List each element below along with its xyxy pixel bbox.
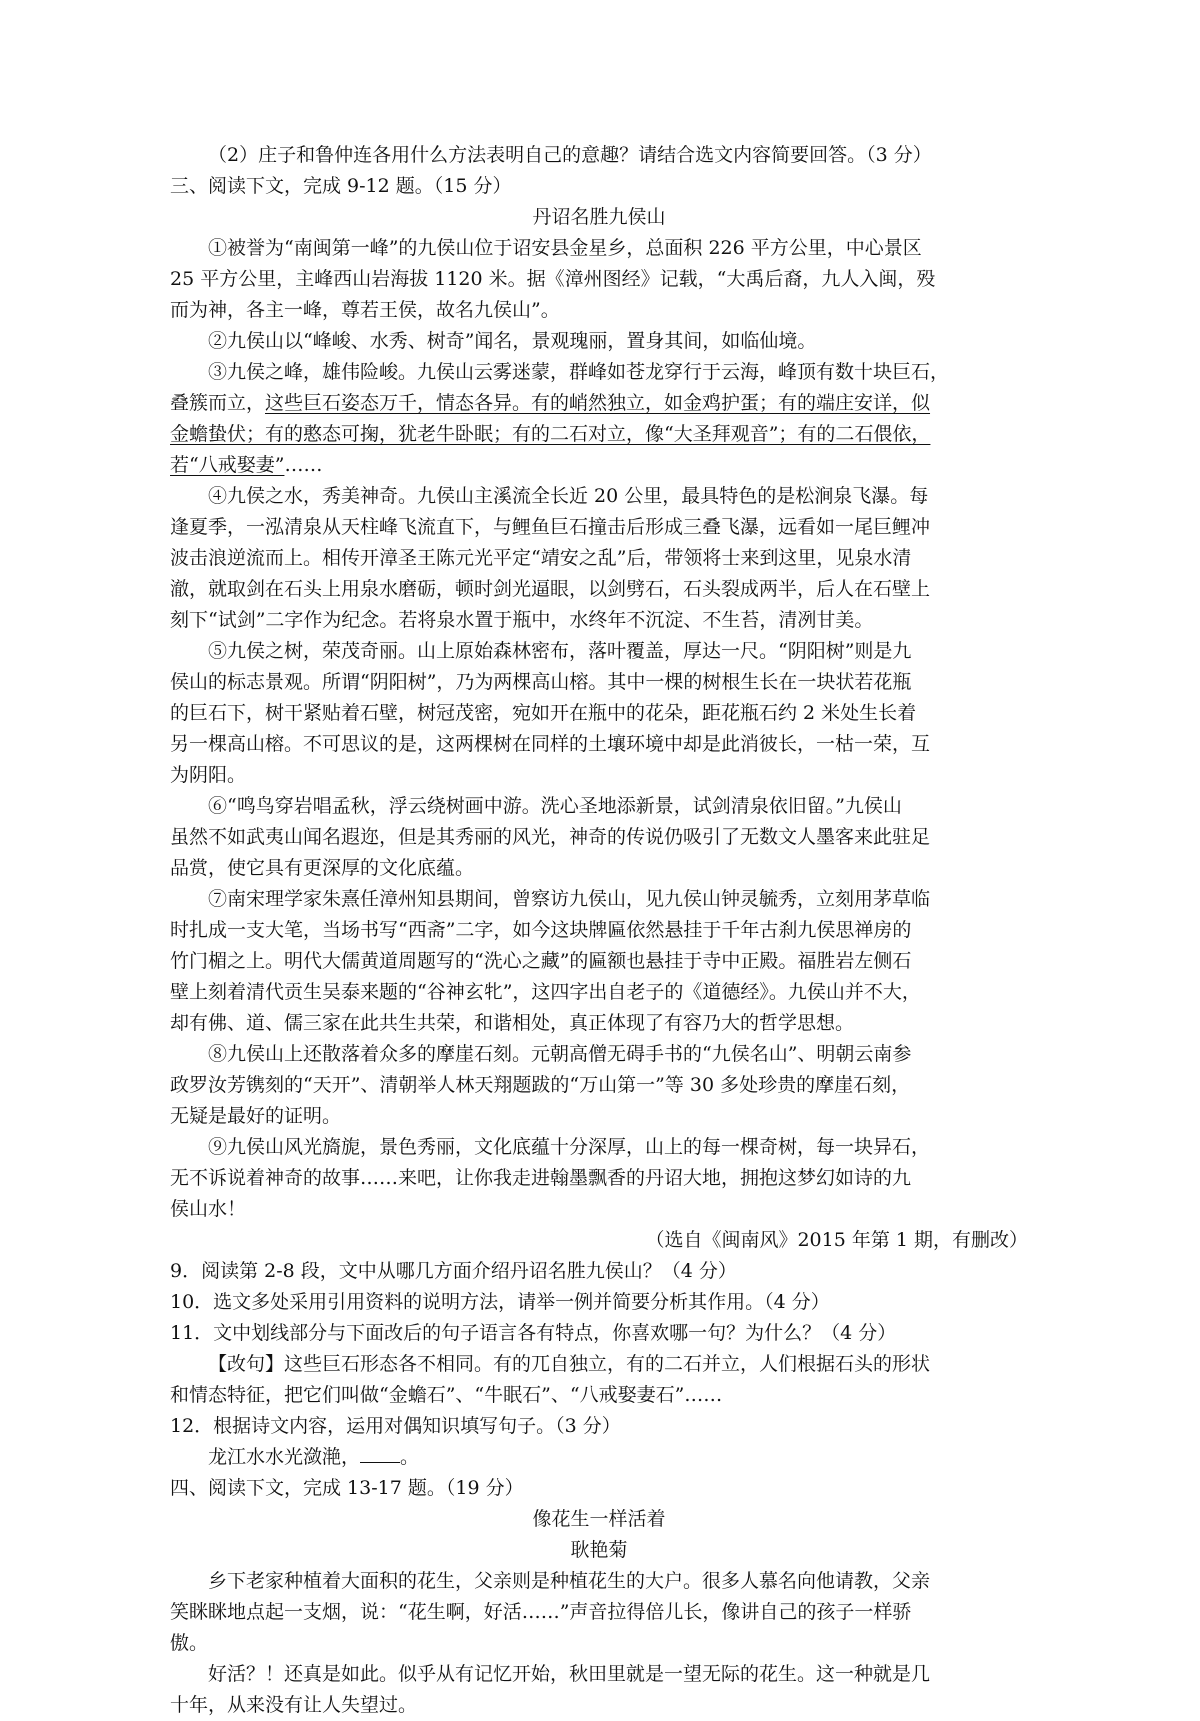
text-line: 逢夏季，一泓清泉从天柱峰飞流直下，与鲤鱼巨石撞击后形成三叠飞瀑，远看如一尾巨鲤冲: [170, 516, 931, 538]
section-4-heading: 四、阅读下文，完成 13-17 题。（19 分）: [170, 1477, 524, 1499]
article-2-author: 耿艳菊: [570, 1539, 628, 1561]
text-line: 澈，就取剑在石头上用泉水磨砺，顿时剑光逼眼，以剑劈石，石头裂成两半，后人在石壁上: [170, 578, 931, 600]
text-line: 虽然不如武夷山闻名遐迩，但是其秀丽的风光，神奇的传说仍吸引了无数文人墨客来此驻足: [170, 826, 931, 848]
text-line: ①被誉为“南闽第一峰”的九侯山位于诏安县金星乡，总面积 226 平方公里，中心景区: [208, 237, 922, 259]
text-line: 另一棵高山榕。不可思议的是，这两棵树在同样的土壤环境中却是此消彼长，一枯一荣，互: [170, 733, 931, 755]
question-10: 10．选文多处采用引用资料的说明方法，请举一例并简要分析其作用。（4 分）: [170, 1291, 830, 1313]
text-line: 的巨石下，树干紧贴着石壁，树冠茂密，宛如开在瓶中的花朵，距花瓶石约 2 米处生长着: [170, 702, 917, 724]
text-line: 壁上刻着清代贡生吴泰来题的“谷神玄牝”，这四字出自老子的《道德经》。九侯山并不大，: [170, 981, 921, 1003]
text-line: 无疑是最好的证明。: [170, 1105, 342, 1127]
text-line: 25 平方公里，主峰西山岩海拔 1120 米。据《漳州图经》记载，“大禹后裔，九人入闽，殁: [170, 268, 936, 290]
text-line: 乡下老家种植着大面积的花生，父亲则是种植花生的大户。很多人慕名向他请教，父亲: [208, 1570, 931, 1592]
answer-blank[interactable]: [360, 1444, 400, 1463]
text-line: 而为神，各主一峰，尊若王侯，故名九侯山”。: [170, 299, 560, 321]
text-line: ⑧九侯山上还散落着众多的摩崖石刻。元朝高僧无碍手书的“九侯名山”、明朝云南参: [208, 1043, 912, 1065]
text-span: 叠簇而立，: [170, 392, 266, 414]
article-2-paragraph-2: [170, 1659, 1028, 1721]
underlined-text: 若“八戒娶妻”: [170, 454, 285, 476]
text-line: 为阴阳。: [170, 764, 247, 786]
question-12-prompt: [170, 1442, 1028, 1473]
text-line: [170, 450, 1028, 481]
text-line: ⑤九侯之树，荣茂奇丽。山上原始森林密布，落叶覆盖，厚达一尺。“阴阳树”则是九: [208, 640, 912, 662]
text-span: 。: [400, 1446, 420, 1468]
article-1-paragraph-3: [170, 357, 1028, 481]
article-2-paragraph-1: [170, 1566, 1028, 1659]
text-line: 无不诉说着神奇的故事……来吧，让你我走进翰墨飘香的丹诏大地，拥抱这梦幻如诗的九: [170, 1167, 912, 1189]
question-8-2: （2）庄子和鲁仲连各用什么方法表明自己的意趣？请结合选文内容简要回答。（3 分）: [208, 144, 932, 166]
text-line: 刻下“试剑”二字作为纪念。若将泉水置于瓶中，水终年不沉淀、不生苔，清冽甘美。: [170, 609, 874, 631]
question-11-revised-sentence: [170, 1349, 1028, 1411]
text-line: 【改句】这些巨石形态各不相同。有的兀自独立，有的二石并立，人们根据石头的形状: [208, 1353, 931, 1375]
text-line: ④九侯之水，秀美神奇。九侯山主溪流全长近 20 公里，最具特色的是松涧泉飞瀑。每: [208, 485, 929, 507]
text-line: 政罗汝芳镌刻的“天开”、清朝举人林天翔题跋的“万山第一”等 30 多处珍贵的摩崖石刻，: [170, 1074, 911, 1096]
text-line: 品赏，使它具有更深厚的文化底蕴。: [170, 857, 475, 879]
article-1-paragraph-7: [170, 884, 1028, 1039]
text-line: 十年，从来没有让人失望过。: [170, 1694, 418, 1716]
article-1-paragraph-5: [170, 636, 1028, 791]
text-line: 侯山水！: [170, 1198, 247, 1220]
question-11: 11．文中划线部分与下面改后的句子语言各有特点，你喜欢哪一句？为什么？（4 分）: [170, 1322, 897, 1344]
text-line: [170, 388, 1028, 419]
section-3-heading: 三、阅读下文，完成 9-12 题。（15 分）: [170, 175, 512, 197]
text-line: 竹门楣之上。明代大儒黄道周题写的“洗心之藏”的匾额也悬挂于寺中正殿。福胜岩左侧石: [170, 950, 912, 972]
article-1-paragraph-6: [170, 791, 1028, 884]
text-line: 傲。: [170, 1632, 209, 1654]
underlined-text: 金蟾蛰伏；有的憨态可掬，犹老牛卧眠；有的二石对立，像“大圣拜观音”；有的二石偎依，: [170, 423, 931, 445]
article-1-paragraph-4: [170, 481, 1028, 636]
text-line: ⑨九侯山风光旖旎，景色秀丽，文化底蕴十分深厚，山上的每一棵奇树，每一块异石，: [208, 1136, 931, 1158]
text-line: 时扎成一支大笔，当场书写“西斋”二字，如今这块牌匾依然悬挂于千年古刹九侯思禅房的: [170, 919, 912, 941]
underlined-text: 这些巨石姿态万千，情态各异。有的峭然独立，如金鸡护蛋；有的端庄安详，似: [265, 392, 931, 414]
article-1-title: 丹诏名胜九侯山: [532, 206, 666, 228]
question-9: 9．阅读第 2-8 段，文中从哪几方面介绍丹诏名胜九侯山？（4 分）: [170, 1260, 737, 1282]
article-1-paragraph-1: [170, 233, 1028, 326]
text-line: 好活？！还真是如此。似乎从有记忆开始，秋田里就是一望无际的花生。这一种就是几: [208, 1663, 931, 1685]
text-line: 波击浪逆流而上。相传开漳圣王陈元光平定“靖安之乱”后，带领将士来到这里，见泉水清: [170, 547, 912, 569]
text-span: ……: [284, 454, 323, 476]
text-line: 侯山的标志景观。所谓“阴阳树”，乃为两棵高山榕。其中一棵的树根生长在一块状若花瓶: [170, 671, 912, 693]
document-page: [170, 140, 1028, 1721]
text-line: 却有佛、道、儒三家在此共生共荣，和谐相处，真正体现了有容乃大的哲学思想。: [170, 1012, 855, 1034]
question-12: 12．根据诗文内容，运用对偶知识填写句子。（3 分）: [170, 1415, 621, 1437]
article-1-paragraph-9: [170, 1132, 1028, 1225]
text-line: 和情态特征，把它们叫做“金蟾石”、“牛眠石”、“八戒娶妻石”……: [170, 1384, 723, 1406]
text-line: ③九侯之峰，雄伟险峻。九侯山云雾迷蒙，群峰如苍龙穿行于云海，峰顶有数十块巨石，: [208, 361, 950, 383]
text-line: ⑦南宋理学家朱熹任漳州知县期间，曾察访九侯山，见九侯山钟灵毓秀，立刻用茅草临: [208, 888, 931, 910]
text-line: 笑眯眯地点起一支烟，说：“花生啊，好活……”声音拉得倍儿长，像讲自己的孩子一样骄: [170, 1601, 912, 1623]
text-line: ⑥“鸣鸟穿岩唱孟秋，浮云绕树画中游。洗心圣地添新景，试剑清泉依旧留。”九侯山: [208, 795, 902, 817]
text-span: 龙江水水光潋滟，: [208, 1446, 361, 1468]
article-1-source: （选自《闽南风》2015 年第 1 期，有删改）: [645, 1229, 1028, 1251]
article-1-paragraph-8: [170, 1039, 1028, 1132]
article-1-paragraph-2: ②九侯山以“峰峻、水秀、树奇”闻名，景观瑰丽，置身其间，如临仙境。: [208, 330, 817, 352]
article-2-title: 像花生一样活着: [532, 1508, 666, 1530]
